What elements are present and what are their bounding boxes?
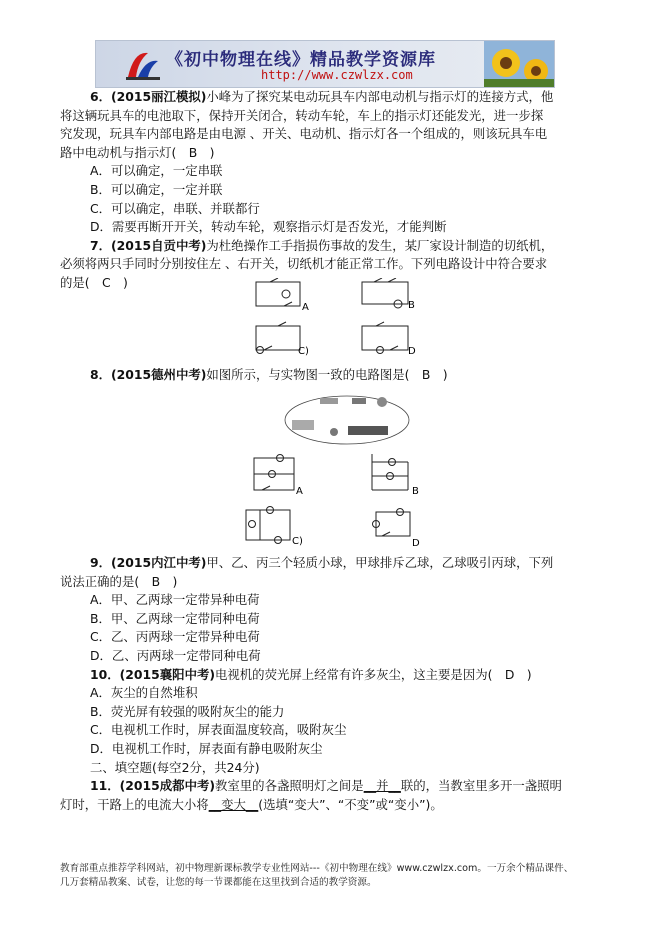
question-number: 7． bbox=[90, 237, 112, 253]
paren: ) bbox=[197, 144, 215, 160]
option-c: C．乙、丙两球一定带异种电荷 bbox=[90, 629, 260, 645]
option-d: D．需要再断开开关，转动车轮，观察指示灯是否发光，才能判断 bbox=[90, 219, 447, 235]
question-6-line2: 将这辆玩具车的电池取下，保持开关闭合，转动车轮，车上的指示灯还能发光，进一步探 bbox=[60, 107, 544, 123]
header-banner bbox=[95, 40, 555, 88]
question-source: (2015德州中考) bbox=[111, 367, 207, 382]
figure-label-a: A bbox=[296, 486, 303, 497]
figure-label-b: B bbox=[412, 486, 419, 497]
option-d: D．电视机工作时，屏表面有静电吸附灰尘 bbox=[90, 740, 323, 756]
banner-title: 《初中物理在线》精品教学资源库 bbox=[166, 50, 436, 70]
paren: ) bbox=[430, 367, 448, 382]
question-stem: (选填“变大”、“不变”或“变小”)。 bbox=[258, 796, 443, 812]
question-stem: 为杜绝操作工手指损伤事故的发生，某厂家设计制造的切纸机， bbox=[206, 237, 554, 253]
question-9-line2 bbox=[60, 573, 600, 592]
option-b: B．可以确定，一定并联 bbox=[90, 181, 223, 197]
paren: ) bbox=[160, 573, 178, 589]
circuit-d bbox=[362, 326, 408, 350]
figure-label-c: C) bbox=[298, 346, 309, 357]
q8-physical-circuit-image bbox=[282, 388, 412, 450]
question-stem: 联的，当教室里多开一盏照明 bbox=[400, 778, 562, 794]
option-b: B．荧光屏有较强的吸附灰尘的能力 bbox=[90, 703, 285, 719]
question-stem: 如图所示，与实物图一致的电路图是( bbox=[206, 367, 422, 382]
question-number: 6． bbox=[90, 89, 112, 104]
question-source: (2015襄阳中考) bbox=[119, 666, 216, 682]
question-6-line3: 究发现，玩具车内部电路是由电源 、开关、电动机、指示灯各一个组成的，则该玩具车电 bbox=[60, 126, 548, 142]
question-number: 10． bbox=[90, 666, 120, 682]
question-6-line4 bbox=[60, 144, 600, 163]
question-number: 8． bbox=[90, 367, 112, 382]
question-8-block bbox=[60, 366, 600, 385]
question-stem: 甲、乙、丙三个轻质小球，甲球排斥乙球，乙球吸引丙球，下列 bbox=[206, 555, 554, 570]
question-stem: 路中电动机与指示灯( bbox=[60, 144, 189, 160]
footer-line-1: 教育部重点推荐学科网站，初中物理新课标教学专业性网站---《初中物理在线》www.czwlzx.com。一万余个精品课件、 bbox=[60, 863, 574, 874]
answer: B bbox=[151, 573, 161, 589]
banner-url[interactable]: http://www.czwlzx.com bbox=[261, 68, 413, 82]
figure-label-c: C) bbox=[292, 536, 303, 547]
question-9 bbox=[60, 554, 600, 573]
figure-label-d: D bbox=[412, 538, 420, 548]
option-a: A．甲、乙两球一定带异种电荷 bbox=[90, 592, 260, 608]
option-c: C．可以确定，串联、并联都行 bbox=[90, 200, 260, 216]
answer: D bbox=[504, 666, 515, 682]
worksheet-content bbox=[60, 88, 600, 293]
worksheet-content-lower bbox=[60, 554, 600, 814]
question-10 bbox=[60, 666, 600, 685]
question-source: (2015成都中考) bbox=[119, 778, 216, 794]
question-stem: 教室里的各盏照明灯之间是 bbox=[215, 778, 364, 794]
page-footer bbox=[60, 862, 610, 890]
question-11 bbox=[60, 777, 600, 796]
option-a: A．灰尘的自然堆积 bbox=[90, 685, 198, 701]
paren: ) bbox=[514, 666, 532, 682]
question-stem: 说法正确的是( bbox=[60, 573, 152, 589]
question-11-line2 bbox=[60, 796, 600, 815]
fill-blank: __并__ bbox=[363, 778, 401, 794]
figure-label-d: D bbox=[408, 346, 416, 357]
answer: B bbox=[421, 367, 431, 382]
option-c: C．电视机工作时，屏表面温度较高，吸附灰尘 bbox=[90, 722, 347, 738]
q8-circuit-figures bbox=[240, 452, 440, 548]
question-7 bbox=[60, 237, 600, 256]
question-7-line2: 必须将两只手同时分别按住左 、右开关，切纸机才能正常工作。下列电路设计中符合要求 bbox=[60, 256, 548, 272]
question-source: (2015丽江模拟) bbox=[111, 89, 207, 104]
question-source: (2015内江中考) bbox=[111, 555, 207, 570]
fill-blank: __变大__ bbox=[208, 796, 259, 812]
sunflower-image bbox=[484, 41, 554, 87]
question-stem: 的是( bbox=[60, 274, 103, 290]
circuit-a bbox=[256, 282, 300, 306]
option-d: D．乙、丙两球一定带同种电荷 bbox=[90, 647, 261, 663]
lamp-icon bbox=[249, 521, 256, 528]
question-number: 11． bbox=[90, 778, 120, 794]
question-stem: 灯时，干路上的电流大小将 bbox=[60, 796, 209, 812]
question-number: 9． bbox=[90, 555, 112, 570]
circuit-c bbox=[256, 326, 300, 350]
site-logo-icon bbox=[124, 47, 162, 83]
figure-label-b: B bbox=[408, 300, 415, 311]
answer: C bbox=[102, 274, 111, 290]
paren: ) bbox=[110, 274, 128, 290]
q7-circuit-figures bbox=[250, 278, 450, 360]
circuit-b bbox=[362, 282, 408, 304]
figure-label-a: A bbox=[302, 302, 309, 313]
answer: B bbox=[188, 144, 198, 160]
motor-icon bbox=[282, 290, 290, 298]
question-stem: 电视机的荧光屏上经常有许多灰尘，这主要是因为( bbox=[215, 666, 505, 682]
question-source: (2015自贡中考) bbox=[111, 237, 207, 253]
section-heading: 二、填空题(每空2分，共24分) bbox=[90, 759, 260, 775]
question-6 bbox=[60, 88, 600, 107]
question-stem: 小峰为了探究某电动玩具车内部电动机与指示灯的连接方式，他 bbox=[206, 89, 554, 104]
footer-line-2: 几万套精品教案、试卷，让您的每一节课都能在这里找到合适的教学资源。 bbox=[60, 877, 377, 888]
option-b: B．甲、乙两球一定带同种电荷 bbox=[90, 610, 260, 626]
question-8 bbox=[60, 366, 600, 385]
option-a: A．可以确定，一定串联 bbox=[90, 163, 223, 179]
